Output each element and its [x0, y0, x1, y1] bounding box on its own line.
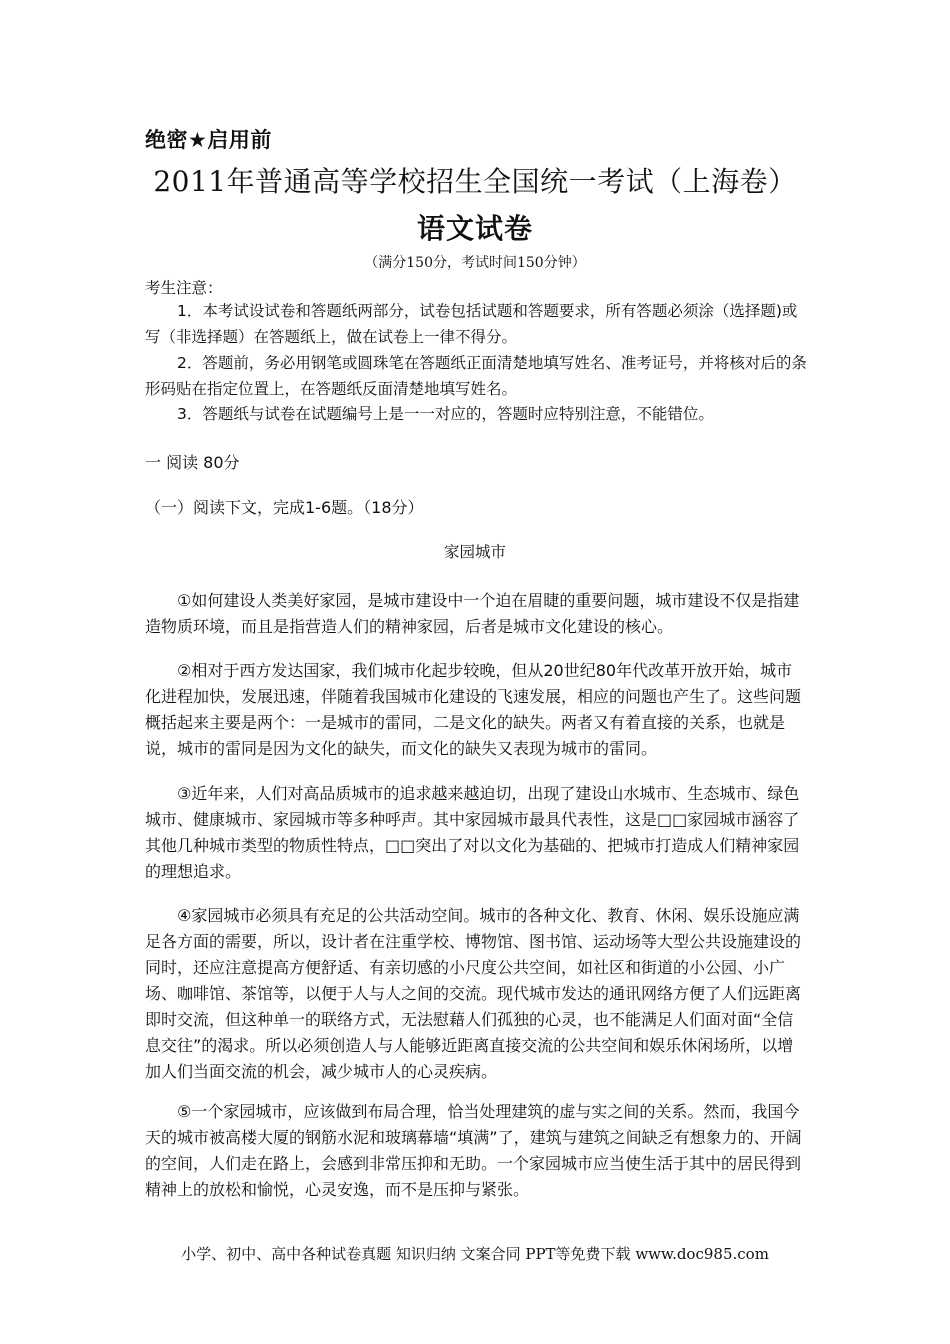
- section-heading: 一 阅读 80分: [145, 453, 240, 472]
- passage-paragraph-5: ⑤一个家园城市，应该做到布局合理，恰当处理建筑的虚与实之间的关系。然而，我国今天的城市被高楼大厦的钢筋水泥和玻璃幕墙“填满”了，建筑与建筑之间缺乏有想象力的、开阔的空间，人们走在路上，会感到非常压抑和无助。一个家园城市应当使生活于其中的居民得到精神上的放松和愉悦，心灵安逸，而不是压抑与紧张。: [145, 1102, 802, 1199]
- notice-label: 考生注意：: [145, 279, 223, 297]
- score-time-note: （满分150分，考试时间150分钟）: [364, 255, 586, 271]
- question-instruction: （一）阅读下文，完成1-6题。（18分）: [145, 498, 424, 517]
- notice-item-3: 3．答题纸与试卷在试题编号上是一一对应的，答题时应特别注意，不能错位。: [177, 405, 714, 423]
- passage-paragraph-3: ③近年来，人们对高品质城市的追求越来越迫切，出现了建设山水城市、生态城市、绿色城市、健康城市、家园城市等多种呼声。其中家园城市最具代表性，这是□□家园城市涵容了其他几种城市类型的物质性特点，□□突出了对以文化为基础的、把城市打造成人们精神家园的理想追求。: [145, 784, 800, 881]
- passage-paragraph-2: ②相对于西方发达国家，我们城市化起步较晚，但从20世纪80年代改革开放开始，城市化进程加快，发展迅速，伴随着我国城市化建设的飞速发展，相应的问题也产生了。这些问题概括起来主要是两个：一是城市的雷同，二是文化的缺失。两者又有着直接的关系，也就是说，城市的雷同是因为文化的缺失，而文化的缺失又表现为城市的雷同。: [145, 661, 802, 758]
- download-footer: 小学、初中、高中各种试卷真题 知识归纳 文案合同 PPT等免费下载 www.doc985.com: [181, 1245, 769, 1263]
- confidential-label: 绝密★启用前: [145, 128, 272, 152]
- exam-subtitle: 语文试卷: [416, 212, 533, 245]
- exam-title: 2011年普通高等学校招生全国统一考试（上海卷）: [153, 165, 797, 198]
- passage-paragraph-1: ①如何建设人类美好家园，是城市建设中一个迫在眉睫的重要问题，城市建设不仅是指建造物质环境，而且是指营造人们的精神家园，后者是城市文化建设的核心。: [145, 591, 800, 636]
- notice-item-2: 2．答题前，务必用钢笔或圆珠笔在答题纸正面清楚地填写姓名、准考证号，并将核对后的条形码贴在指定位置上，在答题纸反面清楚地填写姓名。: [145, 354, 807, 398]
- notice-item-1: 1．本考试设试卷和答题纸两部分，试卷包括试题和答题要求，所有答题必须涂（选择题)或写（非选择题）在答题纸上，做在试卷上一律不得分。: [145, 302, 798, 346]
- passage-title: 家园城市: [443, 543, 506, 561]
- passage-paragraph-4: ④家园城市必须具有充足的公共活动空间。城市的各种文化、教育、休闲、娱乐设施应满足各方面的需要，所以，设计者在注重学校、博物馆、图书馆、运动场等大型公共设施建设的同时，还应注意提高方便舒适、有亲切感的小尺度公共空间，如社区和街道的小公园、小广场、咖啡馆、茶馆等，以便于人与人之间的交流。现代城市发达的通讯网络方便了人们远距离即时交流，但这种单一的联络方式，无法慰藉人们孤独的心灵，也不能满足人们面对面“全信息交往”的渴求。所以必须创造人与人能够近距离直接交流的公共空间和娱乐休闲场所，以增加人们当面交流的机会，减少城市人的心灵疾病。: [145, 906, 802, 1081]
